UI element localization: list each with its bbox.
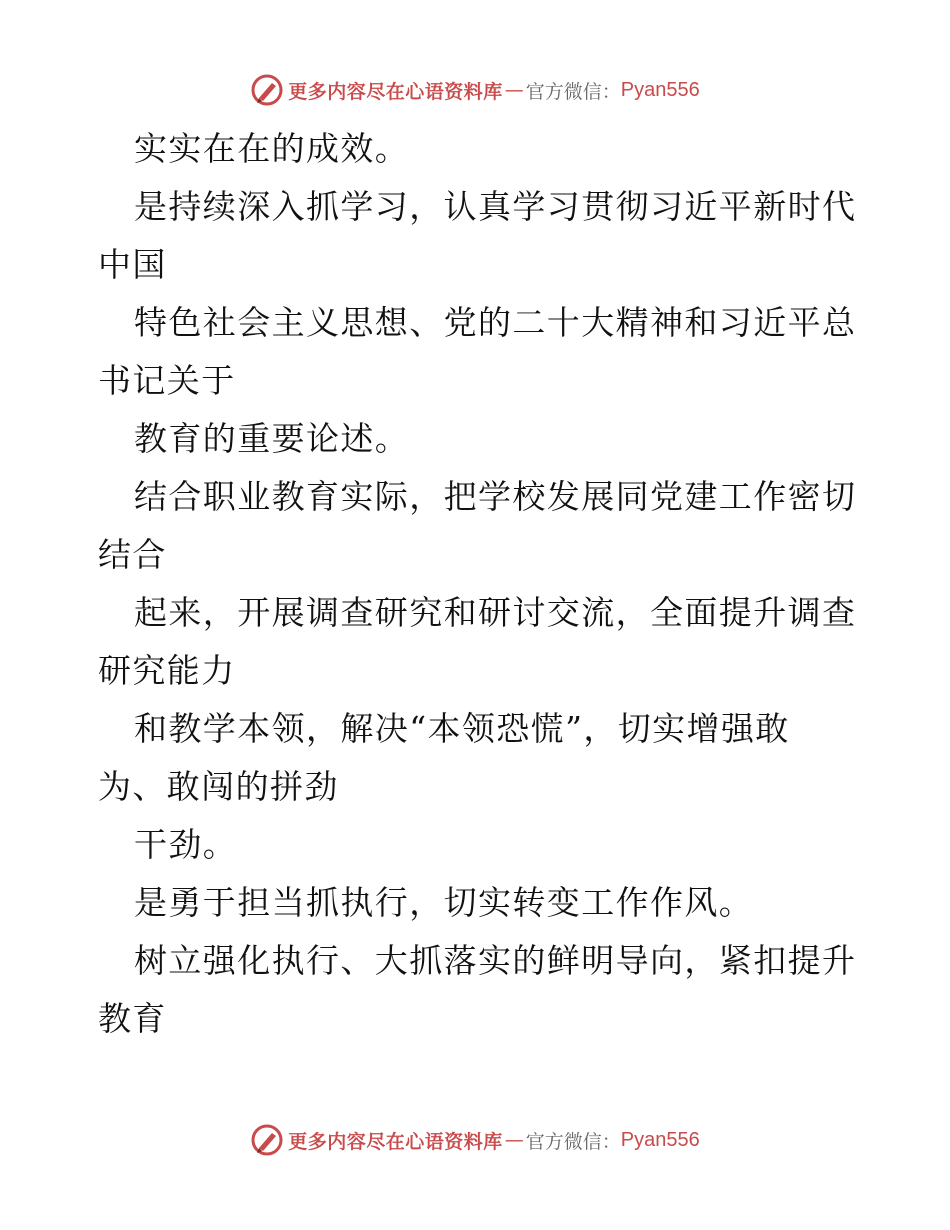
- text-line: 是勇于担当抓执行，切实转变工作作风。: [134, 883, 754, 922]
- wechat-id: Pyan556: [620, 1128, 700, 1151]
- text-line: 教育的重要论述。: [134, 419, 410, 458]
- text-line: 教育: [98, 999, 167, 1038]
- wechat-id: Pyan556: [620, 78, 700, 101]
- brand-text: 更多内容尽在心语资料库: [288, 80, 503, 103]
- text-line: 是持续深入抓学习，认真学习贯彻习近平新时代: [134, 187, 857, 226]
- document-body: [98, 120, 858, 1048]
- footer-banner: [0, 1120, 950, 1160]
- text-line: 结合: [98, 535, 167, 574]
- text-line: 特色社会主义思想、党的二十大精神和习近平总: [134, 303, 857, 342]
- text-line: 书记关于: [98, 361, 236, 400]
- brand-text: 更多内容尽在心语资料库: [288, 1130, 503, 1153]
- text-line: 树立强化执行、大抓落实的鲜明导向，紧扣提升: [134, 941, 857, 980]
- pen-logo-icon: [250, 73, 284, 107]
- wechat-label: 官方微信：: [525, 1130, 621, 1153]
- wechat-label: 官方微信：: [525, 80, 621, 103]
- header-banner: [0, 70, 950, 110]
- pen-logo-icon: [250, 1123, 284, 1157]
- text-line: 中国: [98, 245, 167, 284]
- text-line: 实实在在的成效。: [134, 129, 410, 168]
- text-line: 结合职业教育实际，把学校发展同党建工作密切: [134, 477, 857, 516]
- text-line: 干劲。: [134, 825, 238, 864]
- text-line: 为、敢闯的拼劲: [98, 767, 339, 806]
- text-line: 起来，开展调查研究和研讨交流，全面提升调查: [134, 593, 857, 632]
- separator: —: [504, 1129, 524, 1151]
- text-line: 研究能力: [98, 651, 236, 690]
- separator: —: [504, 79, 524, 101]
- text-line: 和教学本领，解决“本领恐慌”，切实增强敢: [134, 709, 790, 748]
